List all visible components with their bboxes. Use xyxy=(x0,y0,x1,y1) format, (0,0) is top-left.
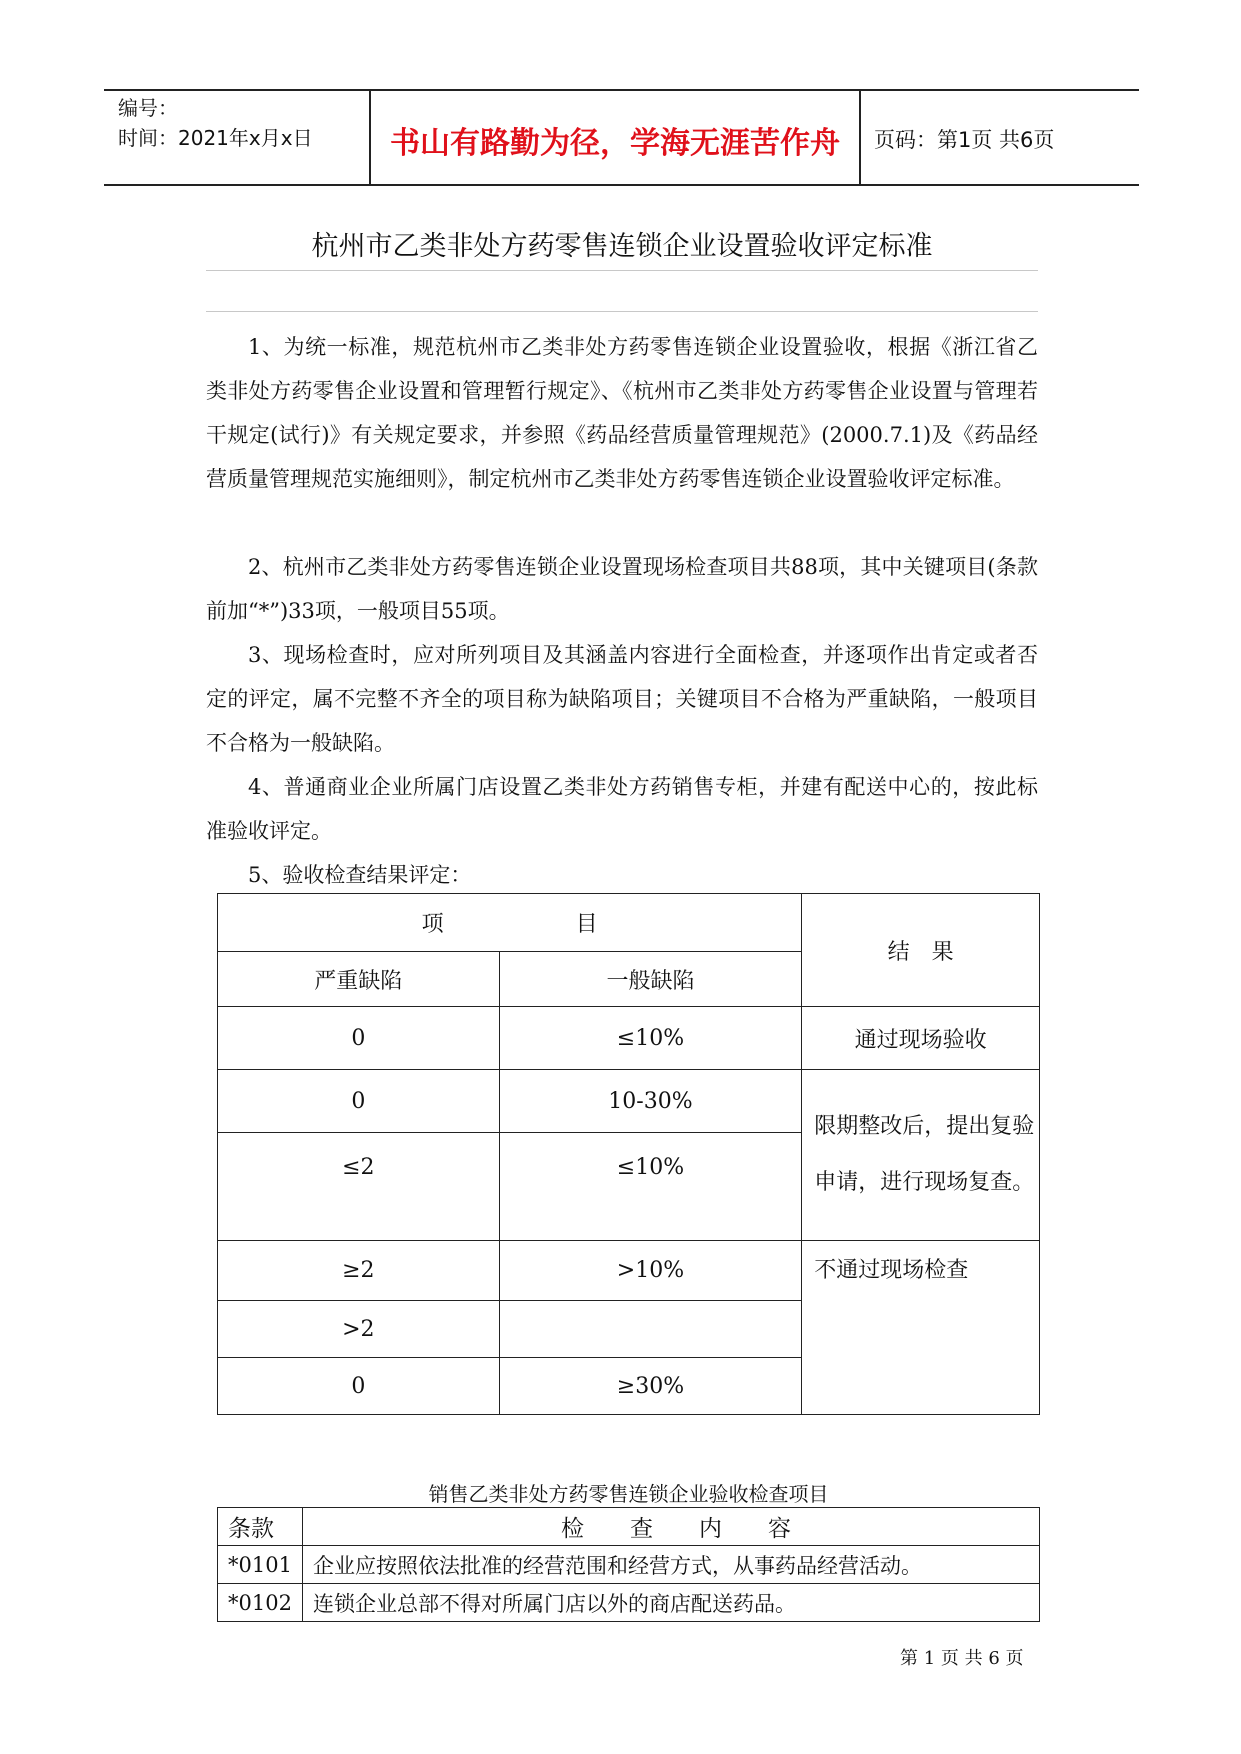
evaluation-table xyxy=(217,893,1040,1415)
inspection-items-table xyxy=(217,1507,1040,1622)
item-content: 连锁企业总部不得对所属门店以外的商店配送药品。 xyxy=(303,1584,1040,1622)
items-caption: 销售乙类非处方药零售连锁企业验收检查项目 xyxy=(428,1482,829,1506)
title-rule xyxy=(206,270,1038,271)
header-motto: 书山有路勤为径，学海无涯苦作舟 xyxy=(390,126,840,161)
cell-serious: 0 xyxy=(218,1070,500,1133)
paragraph-2: 2、杭州市乙类非处方药零售连锁企业设置现场检查项目共88项，其中关键项目(条款前加“*”)33项，一般项目55项。 xyxy=(206,555,1038,623)
cell-general: ≥30% xyxy=(499,1358,802,1415)
header-content: 检 查 内 容 xyxy=(303,1508,1040,1546)
page-header xyxy=(104,89,1139,186)
header-divider xyxy=(859,91,861,184)
cell-general: ≤10% xyxy=(499,1007,802,1070)
page-code: 页码：第1页 共6页 xyxy=(874,128,1055,152)
number-label: 编号： xyxy=(118,96,178,120)
col-serious: 严重缺陷 xyxy=(218,952,500,1007)
title-rule xyxy=(206,311,1038,312)
header-result: 结 果 xyxy=(802,894,1040,1007)
document-title: 杭州市乙类非处方药零售连锁企业设置验收评定标准 xyxy=(311,231,933,262)
cell-general xyxy=(499,1301,802,1358)
cell-serious: ≥2 xyxy=(218,1241,500,1301)
item-content: 企业应按照依法批准的经营范围和经营方式，从事药品经营活动。 xyxy=(303,1546,1040,1584)
item-code: *0101 xyxy=(218,1546,303,1584)
item-code: *0102 xyxy=(218,1584,303,1622)
paragraph-1: 1、为统一标准，规范杭州市乙类非处方药零售连锁企业设置验收，根据《浙江省乙类非处方药零售企业设置和管理暂行规定》、《杭州市乙类非处方药零售企业设置与管理若干规定(试行)》有关规定要求，并参照《药品经营质量管理规范》(2000.7.1)及《药品经营质量管理规范实施细则》，制定杭州市乙类非处方药零售连锁企业设置验收评定标准。 xyxy=(206,335,1038,491)
result-rectify: 限期整改后，提出复验申请，进行现场复查。 xyxy=(802,1070,1040,1241)
col-general: 一般缺陷 xyxy=(499,952,802,1007)
cell-serious: 0 xyxy=(218,1358,500,1415)
paragraph-3: 3、现场检查时，应对所列项目及其涵盖内容进行全面检查，并逐项作出肯定或者否定的评定，属不完整不齐全的项目称为缺陷项目；关键项目不合格为严重缺陷，一般项目不合格为一般缺陷。 xyxy=(206,643,1038,755)
cell-general: 10-30% xyxy=(499,1070,802,1133)
paragraph-5: 5、验收检查结果评定： xyxy=(248,863,472,887)
time-label: 时间：2021年x月x日 xyxy=(118,126,313,150)
paragraph-4: 4、普通商业企业所属门店设置乙类非处方药销售专柜，并建有配送中心的，按此标准验收评定。 xyxy=(206,775,1038,843)
cell-general: ≤10% xyxy=(499,1133,802,1241)
page-footer: 第 1 页 共 6 页 xyxy=(900,1648,1024,1669)
cell-serious: 0 xyxy=(218,1007,500,1070)
cell-serious: ≤2 xyxy=(218,1133,500,1241)
result-pass: 通过现场验收 xyxy=(802,1007,1040,1070)
header-code: 条款 xyxy=(218,1508,303,1546)
header-meta xyxy=(118,93,313,153)
header-item: 项 目 xyxy=(218,894,802,952)
cell-general: >10% xyxy=(499,1241,802,1301)
cell-serious: >2 xyxy=(218,1301,500,1358)
result-fail: 不通过现场检查 xyxy=(802,1241,1040,1415)
